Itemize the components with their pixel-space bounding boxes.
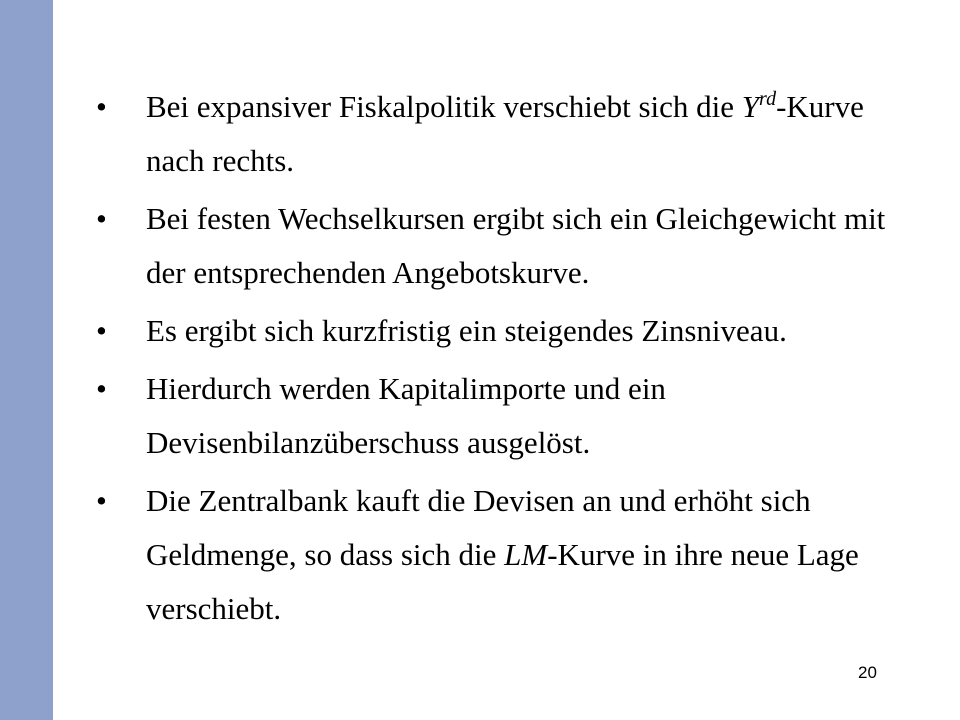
bullet-text-pre: Die Zentralbank kauft die Devisen an und erhöht sich Geldmenge, so dass sich die xyxy=(146,483,811,572)
bullet-text: Bei festen Wechselkursen ergibt sich ein Gleichgewicht mit der entsprechenden Angebotskurve. xyxy=(146,201,886,290)
bullet-item xyxy=(96,474,926,636)
page-number: 20 xyxy=(858,663,877,682)
bullet-text: Es ergibt sich kurzfristig ein steigendes Zinsniveau. xyxy=(146,313,787,348)
bullet-item xyxy=(96,192,926,300)
bullet-marker: • xyxy=(96,483,107,518)
bullet-item xyxy=(96,304,926,358)
decorative-sidebar xyxy=(0,0,53,720)
math-variable: LM xyxy=(504,537,548,572)
bullet-marker: • xyxy=(96,89,107,124)
bullet-marker: • xyxy=(96,201,107,236)
bullet-marker: • xyxy=(96,371,107,406)
bullet-item xyxy=(96,362,926,470)
bullet-item xyxy=(96,80,926,188)
bullet-text-post: -Kurve nach rechts. xyxy=(146,89,864,178)
math-superscript: rd xyxy=(759,88,777,110)
bullet-text: Hierdurch werden Kapitalimporte und ein Devisenbilanzüberschuss ausgelöst. xyxy=(146,371,666,460)
bullet-text-post: -Kurve in ihre neue Lage verschiebt. xyxy=(146,537,859,626)
bullet-text-pre: Bei expansiver Fiskalpolitik verschiebt sich die xyxy=(146,89,742,124)
bullet-list xyxy=(96,80,926,640)
math-variable: Y xyxy=(741,89,760,124)
bullet-marker: • xyxy=(96,313,107,348)
